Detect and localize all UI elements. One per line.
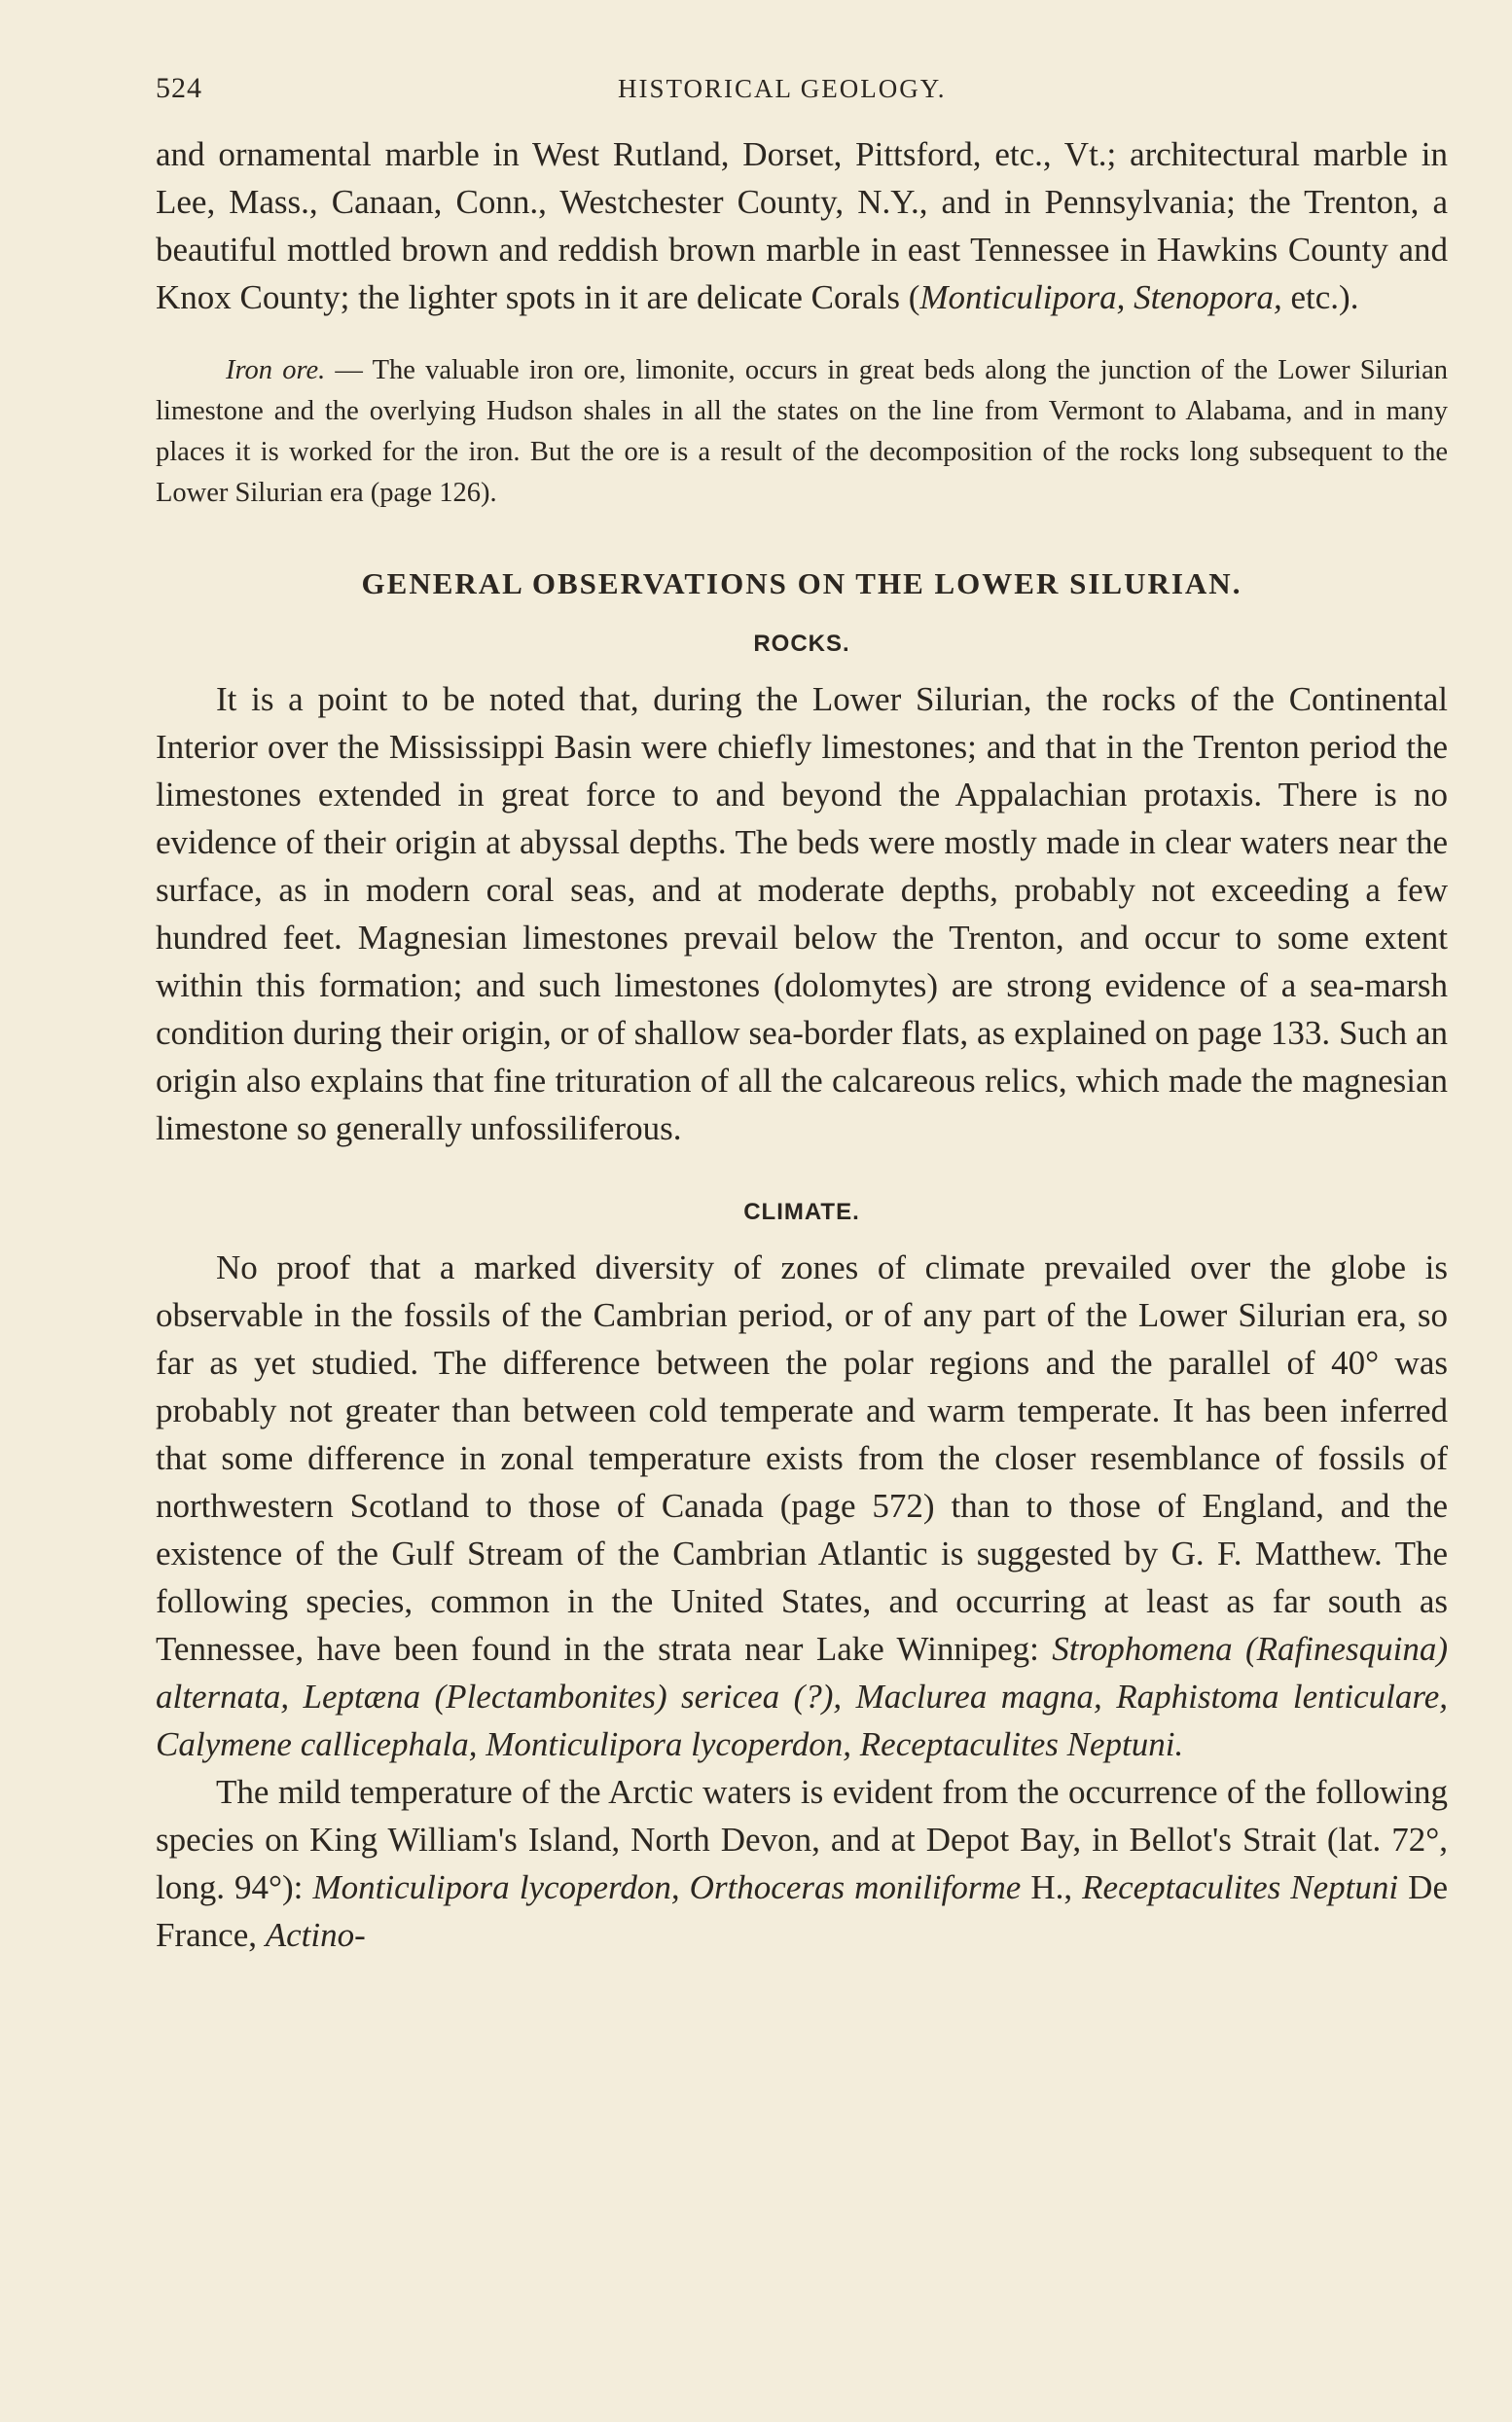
iron-ore-note — [156, 350, 1448, 514]
climate-text-2a: The mild temperature of the Arctic waters is evident from the occurrence of the following species on King William's Island, North Devon, and at Depot Bay, in Bellot's Strait (lat. 72°, long. 94°): — [156, 1773, 1448, 1906]
rocks-heading: ROCKS. — [753, 631, 850, 657]
page-number: 524 — [156, 72, 202, 104]
section-title: GENERAL OBSERVATIONS ON THE LOWER SILURIAN. — [361, 566, 1242, 600]
iron-ore-text: — The valuable iron ore, limonite, occurs in great beds along the junction of the Lower Silurian limestone and the overlying Hudson shales in all the states on the line from Vermont to Alabama, and in many places it is worked for the iron. But the ore is a result of the decomposition of the rocks long subsequent to the Lower Silurian era (page 126). — [156, 355, 1449, 508]
running-title: HISTORICAL GEOLOGY. — [618, 74, 947, 103]
page-header — [156, 66, 1448, 115]
climate-species-2a: Monticulipora lycoperdon, Orthoceras moniliforme — [312, 1868, 1022, 1906]
climate-species-2b: Receptaculites Neptuni — [1082, 1868, 1399, 1906]
climate-text-2c: De France, — [156, 1868, 1448, 1954]
intro-text: and ornamental marble in West Rutland, Dorset, Pittsford, etc., Vt.; architectural marble in Lee, Mass., Canaan, Conn., Westchester County, N.Y., and in Pennsylvania; the Trenton, a beautiful mottled brown and reddish brown marble in east Tennessee in Hawkins County and Knox County; the lighter spots in it are delicate Corals ( — [156, 135, 1448, 316]
iron-ore-lead: Iron ore. — [226, 355, 326, 385]
climate-paragraph-2 — [156, 1768, 1448, 1959]
rocks-paragraph: It is a point to be noted that, during the Lower Silurian, the rocks of the Continental Interior over the Mississippi Basin were chiefly limestones; and that in the Trenton period the limestones extended in great force to and beyond the Appalachian protaxis. There is no evidence of their origin at abyssal depths. The beds were mostly made in clear waters near the surface, as in modern coral seas, and at moderate depths, probably not exceeding a few hundred feet. Magnesian limestones prevail below the Trenton, and occur to some extent within this formation; and such limestones (dolomytes) are strong evidence of a sea-marsh condition during their origin, or of shallow sea-border flats, as explained on page 133. Such an origin also explains that fine trituration of all the calcareous relics, which made the magnesian limestone so generally unfossiliferous. — [156, 680, 1448, 1147]
intro-italic: Monticulipora, Stenopora, — [919, 278, 1282, 316]
climate-species-2c: Actino- — [265, 1916, 366, 1954]
intro-paragraph — [156, 130, 1448, 321]
climate-species-list-1: Strophomena (Rafinesquina) alternata, Leptæna (Plectambonites) sericea (?), Maclurea magna, Raphistoma lenticulare, Calymene callicephala, Monticulipora lycoperdon, Receptaculites Neptuni. — [156, 1630, 1448, 1763]
climate-heading: CLIMATE. — [743, 1199, 860, 1225]
climate-text-2b: H., — [1021, 1868, 1083, 1906]
intro-tail: etc.). — [1281, 278, 1359, 316]
climate-text-1: No proof that a marked diversity of zones of climate prevailed over the globe is observable in the fossils of the Cambrian period, or of any part of the Lower Silurian era, so far as yet studied. The difference between the polar regions and the parallel of 40° was probably not greater than between cold temperate and warm temperate. It has been inferred that some difference in zonal temperature exists from the closer resemblance of fossils of northwestern Scotland to those of Canada (page 572) than to those of England, and the existence of the Gulf Stream of the Cambrian Atlantic is suggested by G. F. Matthew. The following species, common in the United States, and occurring at least as far south as Tennessee, have been found in the strata near Lake Winnipeg: — [156, 1248, 1448, 1668]
climate-paragraph-1 — [156, 1244, 1448, 1768]
